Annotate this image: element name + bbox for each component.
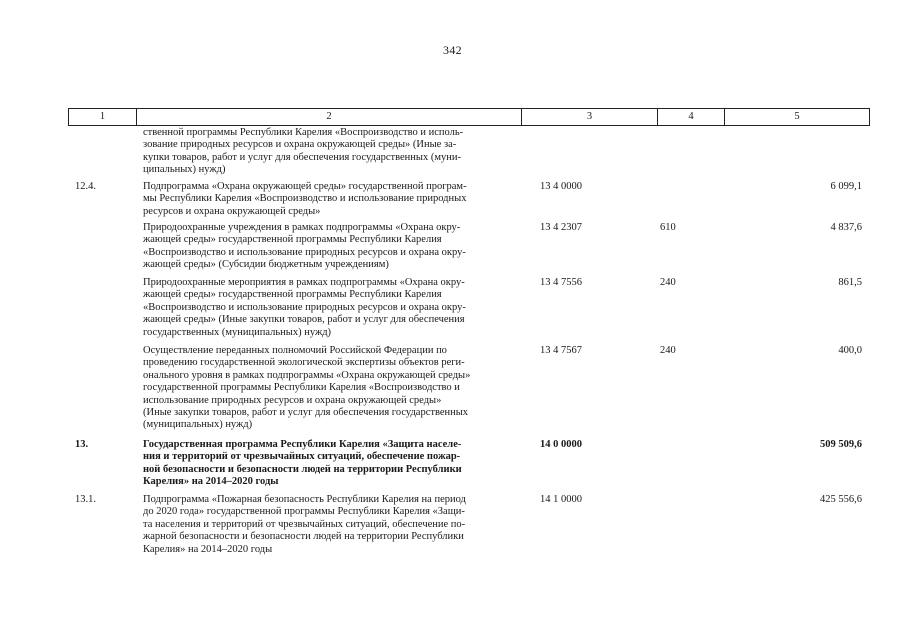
- row-6-number: 13.1.: [75, 494, 96, 505]
- row-4-amount: 400,0: [838, 345, 862, 356]
- row-4-line-5: (Иные закупки товаров, работ и услуг для обеспечения государственных: [143, 407, 469, 419]
- row-4-line-2: онального уровня в рамках подпрограммы «Охрана окружающей среды»: [143, 369, 471, 381]
- row-5-line-0: Государственная программа Республики Карелия «Защита населе-: [143, 439, 462, 450]
- column-header-table: [68, 108, 870, 126]
- row-4-line-6: (муниципальных) нужд): [143, 419, 253, 431]
- row-2-description: [143, 222, 523, 272]
- row-4-description: [143, 345, 523, 432]
- row-5-code: 14 0 0000: [540, 439, 582, 450]
- row-3-line-2: «Воспроизводство и использование природных ресурсов и охрана окру-: [143, 301, 466, 313]
- row-2-line-3: жающей среды» (Субсидии бюджетным учреждениям): [143, 259, 389, 271]
- row-6-code: 14 1 0000: [540, 494, 582, 505]
- row-4-line-0: Осуществление переданных полномочий Российской Федерации по: [143, 345, 447, 356]
- row-6-line-3: жарной безопасности и безопасности людей на территории Республики: [143, 531, 464, 543]
- row-2-line-1: жающей среды» государственной программы Республики Карелия: [143, 234, 442, 246]
- row-5-line-2: ной безопасности и безопасности людей на территории Республики: [143, 463, 462, 475]
- row-1-line-1: мы Республики Карелия «Воспроизводство и использование природных: [143, 193, 467, 205]
- row-1-code: 13 4 0000: [540, 181, 582, 192]
- row-0-line-0: ственной программы Республики Карелия «Воспроизводство и исполь-: [143, 127, 464, 138]
- row-2-type: 610: [660, 222, 676, 233]
- row-6-amount: 425 556,6: [820, 494, 862, 505]
- row-6-line-4: Карелия» на 2014–2020 годы: [143, 543, 273, 555]
- row-6-line-2: та населения и территорий от чрезвычайных ситуаций, обеспечение по-: [143, 518, 466, 530]
- column-header-5: 5: [725, 109, 870, 126]
- row-3-line-4: государственных (муниципальных) нужд): [143, 326, 332, 338]
- row-0-line-1: зование природных ресурсов и охрана окружающей среды» (Иные за-: [143, 139, 457, 151]
- row-4-type: 240: [660, 345, 676, 356]
- row-4-line-4: использование природных ресурсов и охрана окружающей среды»: [143, 394, 442, 406]
- row-4-code: 13 4 7567: [540, 345, 582, 356]
- row-4-line-1: проведению государственной экологической экспертизы объектов реги-: [143, 357, 465, 369]
- row-3-line-1: жающей среды» государственной программы Республики Карелия: [143, 289, 442, 301]
- row-1-amount: 6 099,1: [830, 181, 862, 192]
- row-2-line-0: Природоохранные учреждения в рамках подпрограммы «Охрана окру-: [143, 222, 461, 233]
- row-5-line-3: Карелия» на 2014–2020 годы: [143, 476, 279, 488]
- row-3-line-3: жающей среды» (Иные закупки товаров, работ и услуг для обеспечения: [143, 314, 465, 326]
- row-1-line-2: ресурсов и охрана окружающей среды»: [143, 205, 321, 217]
- row-6-line-1: до 2020 года» государственной программы Республики Карелия «Защи-: [143, 506, 465, 518]
- row-1-number: 12.4.: [75, 181, 96, 192]
- row-0-line-2: купки товаров, работ и услуг для обеспечения государственных (муни-: [143, 151, 461, 163]
- column-header-2: 2: [137, 109, 522, 126]
- row-1-description: [143, 181, 523, 218]
- row-3-amount: 861,5: [838, 277, 862, 288]
- row-5-description: [143, 439, 523, 489]
- row-3-code: 13 4 7556: [540, 277, 582, 288]
- column-header-row: [69, 109, 870, 126]
- column-header-1: 1: [69, 109, 137, 126]
- row-4-line-3: государственной программы Республики Карелия «Воспроизводство и: [143, 382, 460, 394]
- column-header-4: 4: [658, 109, 725, 126]
- page-number: 342: [443, 43, 462, 57]
- row-6-line-0: Подпрограмма «Пожарная безопасность Республики Карелия на период: [143, 494, 466, 505]
- row-2-amount: 4 837,6: [830, 222, 862, 233]
- row-3-description: [143, 277, 523, 339]
- row-6-description: [143, 494, 523, 556]
- row-1-line-0: Подпрограмма «Охрана окружающей среды» государственной програм-: [143, 181, 467, 192]
- row-5-number: 13.: [75, 439, 89, 450]
- row-2-code: 13 4 2307: [540, 222, 582, 233]
- row-0-line-3: ципальных) нужд): [143, 164, 226, 176]
- column-header-3: 3: [522, 109, 658, 126]
- row-3-line-0: Природоохранные мероприятия в рамках подпрограммы «Охрана окру-: [143, 277, 465, 288]
- row-2-line-2: «Воспроизводство и использование природных ресурсов и охрана окру-: [143, 246, 466, 258]
- row-5-line-1: ния и территорий от чрезвычайных ситуаций, обеспечение пожар-: [143, 451, 461, 463]
- row-0-description: [143, 127, 523, 177]
- row-3-type: 240: [660, 277, 676, 288]
- row-5-amount: 509 509,6: [820, 439, 862, 450]
